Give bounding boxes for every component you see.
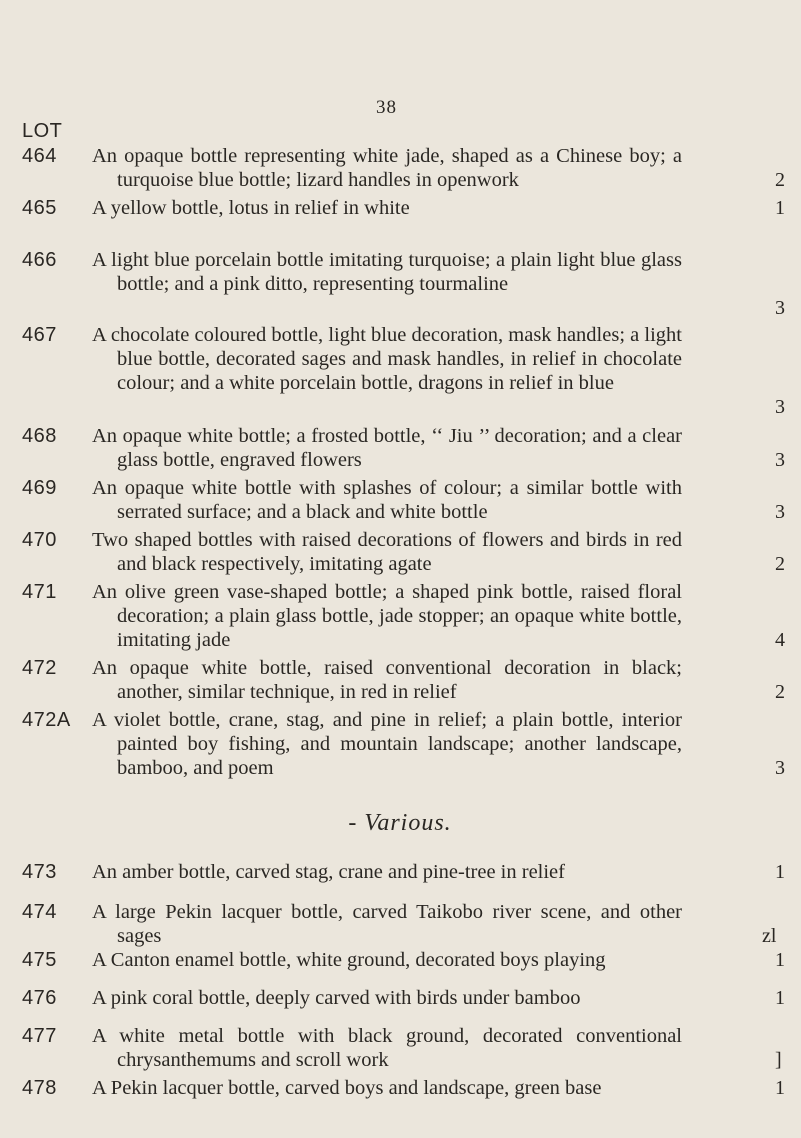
lot-number: 476	[22, 987, 57, 1009]
lot-description: An opaque white bottle with splashes of colour; a similar bottle with serrated surface; and a black and white bottle	[92, 477, 682, 523]
lot-quantity: 3	[775, 297, 785, 319]
page-number: 38	[376, 97, 397, 118]
lot-number: 477	[22, 1025, 57, 1047]
lot-quantity: ]	[775, 1049, 782, 1071]
lot-description: A white metal bottle with black ground, decorated conventional chrysanthemums and scroll work	[92, 1025, 682, 1071]
lot-description: A yellow bottle, lotus in relief in white	[92, 197, 410, 219]
lot-quantity: 1	[775, 949, 785, 971]
lot-description: A chocolate coloured bottle, light blue decoration, mask handles; a light blue bottle, decorated sages and mask handles, in relief in chocolate colour; and a white porcelain bottle, dragons in relief in blue	[92, 324, 682, 394]
lot-quantity: 3	[775, 501, 785, 523]
lot-description: An amber bottle, carved stag, crane and pine-tree in relief	[92, 861, 565, 883]
lot-number: 472	[22, 657, 57, 679]
lot-number: 465	[22, 197, 57, 219]
lot-number: 470	[22, 529, 57, 551]
lot-description: A violet bottle, crane, stag, and pine in relief; a plain bottle, interior painted boy fishing, and mountain landscape; another landscape, bamboo, and poem	[92, 709, 682, 779]
lot-number: 466	[22, 249, 57, 271]
lot-number: 468	[22, 425, 57, 447]
lot-quantity: zl	[762, 925, 777, 947]
lot-description: A Pekin lacquer bottle, carved boys and landscape, green base	[92, 1077, 602, 1099]
lot-quantity: 3	[775, 449, 785, 471]
lot-description: A light blue porcelain bottle imitating turquoise; a plain light blue glass bottle; and a pink ditto, representing tourmaline	[92, 249, 682, 295]
lot-description: An opaque bottle representing white jade, shaped as a Chinese boy; a turquoise blue bottle; lizard handles in openwork	[92, 145, 682, 191]
lot-number: 467	[22, 324, 57, 346]
lot-number: 469	[22, 477, 57, 499]
lot-column-header: LOT	[22, 120, 63, 142]
lot-description: A large Pekin lacquer bottle, carved Taikobo river scene, and other sages	[92, 901, 682, 947]
lot-quantity: 3	[775, 757, 785, 779]
lot-description: An olive green vase-shaped bottle; a shaped pink bottle, raised floral decoration; a plain glass bottle, jade stopper; an opaque white bottle, imitating jade	[92, 581, 682, 651]
lot-description: A Canton enamel bottle, white ground, decorated boys playing	[92, 949, 606, 971]
lot-quantity: 2	[775, 553, 785, 575]
lot-quantity: 1	[775, 861, 785, 883]
lot-description: Two shaped bottles with raised decorations of flowers and birds in red and black respectively, imitating agate	[92, 529, 682, 575]
lot-quantity: 1	[775, 987, 785, 1009]
lot-quantity: 2	[775, 169, 785, 191]
lot-quantity: 1	[775, 1077, 785, 1099]
lot-number: 474	[22, 901, 57, 923]
lot-quantity: 3	[775, 396, 785, 418]
lot-number: 475	[22, 949, 57, 971]
lot-number: 473	[22, 861, 57, 883]
lot-description: An opaque white bottle; a frosted bottle, ‘‘ Jiu ’’ decoration; and a clear glass bottle, engraved flowers	[92, 425, 682, 471]
lot-quantity: 2	[775, 681, 785, 703]
lot-number: 478	[22, 1077, 57, 1099]
lot-number: 471	[22, 581, 57, 603]
section-heading: - Various.	[348, 810, 452, 836]
lot-number: 464	[22, 145, 57, 167]
lot-description: An opaque white bottle, raised conventional decoration in black; another, similar technique, in red in relief	[92, 657, 682, 703]
lot-description: A pink coral bottle, deeply carved with birds under bamboo	[92, 987, 581, 1009]
lot-quantity: 1	[775, 197, 785, 219]
lot-number: 472A	[22, 709, 71, 731]
lot-quantity: 4	[775, 629, 785, 651]
